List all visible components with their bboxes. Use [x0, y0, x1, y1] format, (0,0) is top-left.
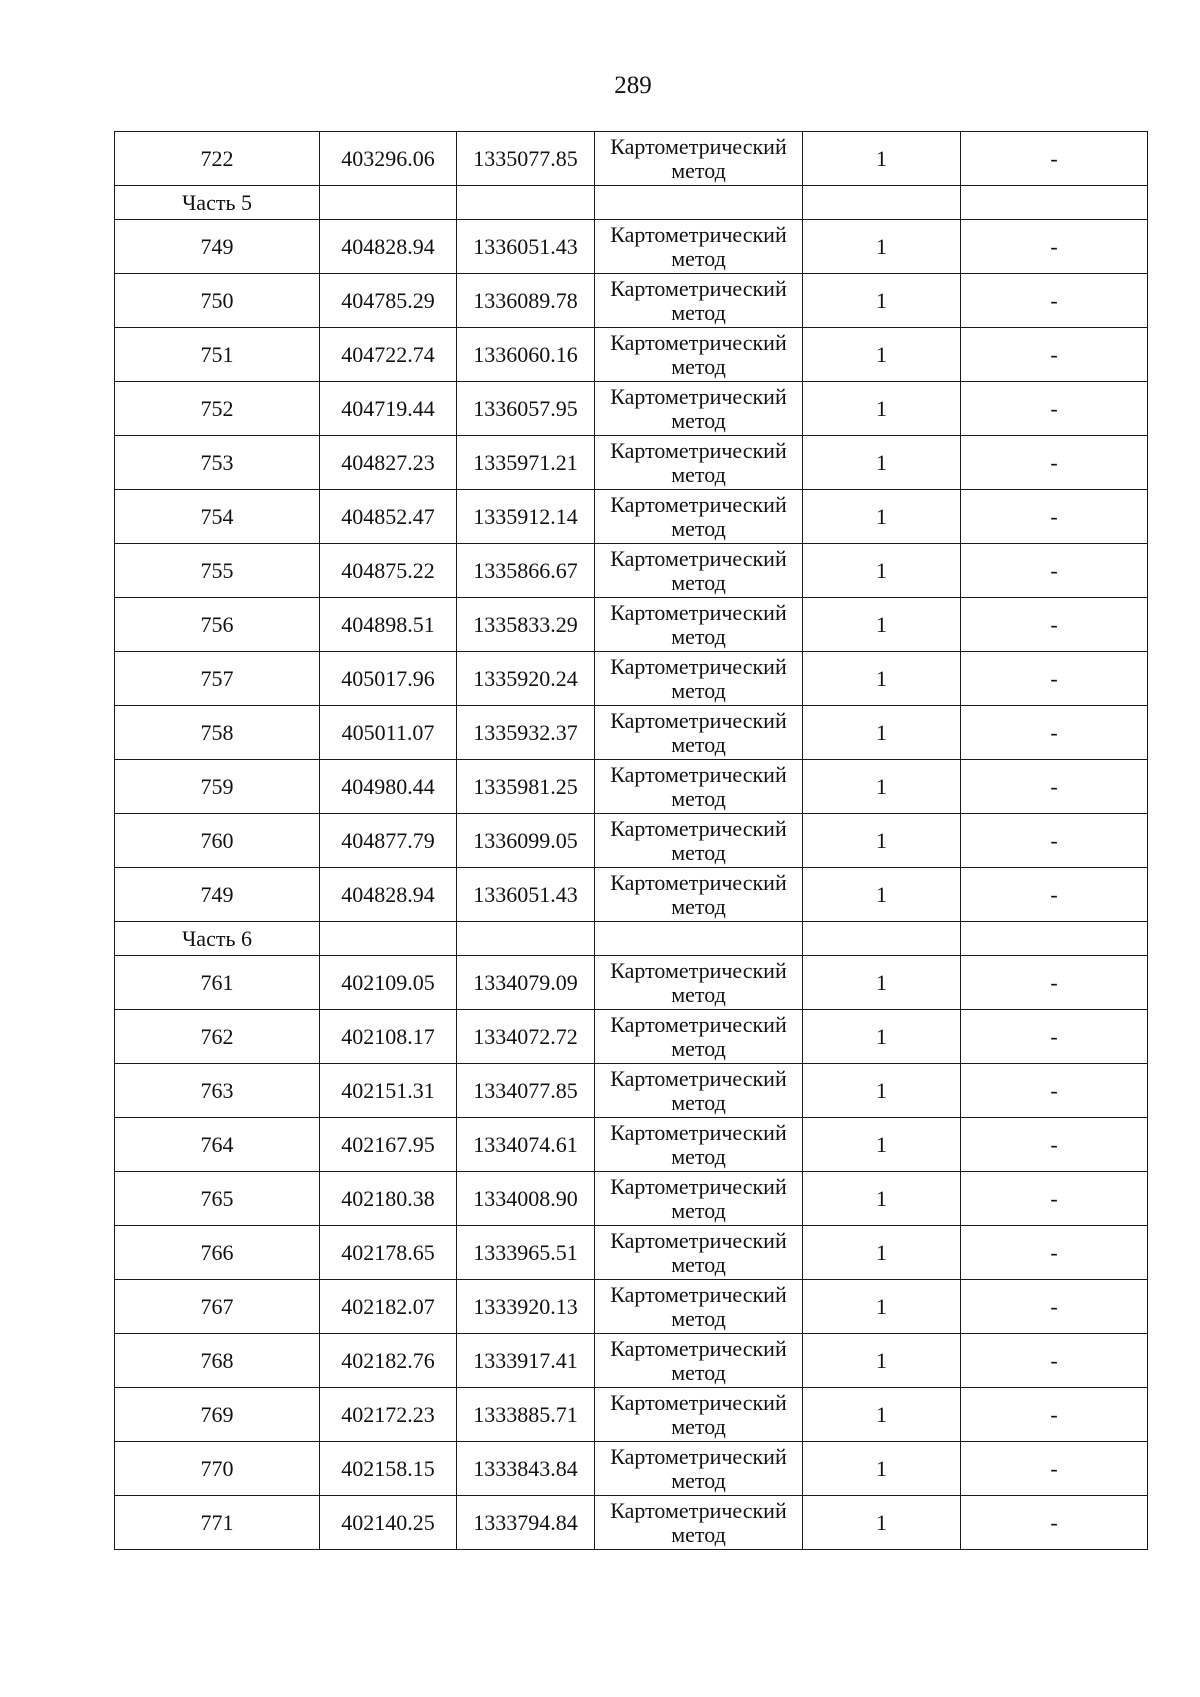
- method-line-1: Картометрический: [610, 133, 787, 159]
- note-cell: -: [961, 868, 1148, 922]
- accuracy-cell: 1: [803, 1442, 961, 1496]
- method-line-1: Картометрический: [610, 1281, 787, 1307]
- y-coordinate-cell: 1333843.84: [457, 1442, 595, 1496]
- part-header-row: [115, 922, 1148, 956]
- method-cell: [595, 490, 803, 544]
- point-row: [115, 1442, 1148, 1496]
- point-id-cell: 769: [115, 1388, 320, 1442]
- method-cell: [595, 544, 803, 598]
- method-line-1: Картометрический: [610, 1065, 787, 1091]
- method-line-1: Картометрический: [610, 1173, 787, 1199]
- method-line-2: метод: [671, 893, 726, 919]
- method-cell: [595, 328, 803, 382]
- point-row: [115, 132, 1148, 186]
- note-cell: -: [961, 706, 1148, 760]
- y-coordinate-cell: 1335833.29: [457, 598, 595, 652]
- method-line-1: Картометрический: [610, 491, 787, 517]
- method-line-1: Картометрический: [610, 599, 787, 625]
- method-line-2: метод: [671, 461, 726, 487]
- point-row: [115, 1064, 1148, 1118]
- point-row: [115, 220, 1148, 274]
- point-row: [115, 868, 1148, 922]
- accuracy-cell: 1: [803, 1118, 961, 1172]
- accuracy-cell: 1: [803, 382, 961, 436]
- x-coordinate-cell: 402108.17: [320, 1010, 457, 1064]
- point-row: [115, 274, 1148, 328]
- empty-cell: [961, 186, 1148, 220]
- point-id-cell: 751: [115, 328, 320, 382]
- method-cell: [595, 132, 803, 186]
- x-coordinate-cell: 404852.47: [320, 490, 457, 544]
- empty-cell: [803, 186, 961, 220]
- method-line-2: метод: [671, 1305, 726, 1331]
- accuracy-cell: 1: [803, 1226, 961, 1280]
- point-id-cell: 764: [115, 1118, 320, 1172]
- accuracy-cell: 1: [803, 490, 961, 544]
- point-id-cell: 758: [115, 706, 320, 760]
- note-cell: -: [961, 328, 1148, 382]
- method-line-2: метод: [671, 1089, 726, 1115]
- method-line-2: метод: [671, 353, 726, 379]
- method-cell: [595, 1334, 803, 1388]
- accuracy-cell: 1: [803, 760, 961, 814]
- point-id-cell: 761: [115, 956, 320, 1010]
- method-line-1: Картометрический: [610, 1011, 787, 1037]
- empty-cell: [457, 186, 595, 220]
- accuracy-cell: 1: [803, 1280, 961, 1334]
- note-cell: -: [961, 274, 1148, 328]
- y-coordinate-cell: 1336099.05: [457, 814, 595, 868]
- y-coordinate-cell: 1333885.71: [457, 1388, 595, 1442]
- method-line-2: метод: [671, 1521, 726, 1547]
- point-row: [115, 544, 1148, 598]
- point-id-cell: 768: [115, 1334, 320, 1388]
- method-line-2: метод: [671, 1251, 726, 1277]
- method-cell: [595, 1064, 803, 1118]
- method-line-2: метод: [671, 981, 726, 1007]
- empty-cell: [320, 922, 457, 956]
- note-cell: -: [961, 436, 1148, 490]
- point-row: [115, 706, 1148, 760]
- point-row: [115, 956, 1148, 1010]
- accuracy-cell: 1: [803, 328, 961, 382]
- method-line-2: метод: [671, 299, 726, 325]
- accuracy-cell: 1: [803, 868, 961, 922]
- coordinates-table-body: [115, 132, 1148, 1550]
- method-line-1: Картометрический: [610, 1227, 787, 1253]
- y-coordinate-cell: 1336051.43: [457, 220, 595, 274]
- note-cell: -: [961, 956, 1148, 1010]
- note-cell: -: [961, 1388, 1148, 1442]
- point-id-cell: 749: [115, 220, 320, 274]
- y-coordinate-cell: 1336089.78: [457, 274, 595, 328]
- method-cell: [595, 814, 803, 868]
- note-cell: -: [961, 1442, 1148, 1496]
- y-coordinate-cell: 1334074.61: [457, 1118, 595, 1172]
- point-id-cell: 759: [115, 760, 320, 814]
- point-row: [115, 1280, 1148, 1334]
- note-cell: -: [961, 652, 1148, 706]
- point-id-cell: 762: [115, 1010, 320, 1064]
- x-coordinate-cell: 405011.07: [320, 706, 457, 760]
- note-cell: -: [961, 1226, 1148, 1280]
- y-coordinate-cell: 1336051.43: [457, 868, 595, 922]
- method-line-2: метод: [671, 1197, 726, 1223]
- method-line-2: метод: [671, 677, 726, 703]
- method-cell: [595, 956, 803, 1010]
- x-coordinate-cell: 404828.94: [320, 868, 457, 922]
- point-id-cell: 755: [115, 544, 320, 598]
- point-id-cell: 770: [115, 1442, 320, 1496]
- method-line-2: метод: [671, 245, 726, 271]
- x-coordinate-cell: 404898.51: [320, 598, 457, 652]
- note-cell: -: [961, 598, 1148, 652]
- point-id-cell: 756: [115, 598, 320, 652]
- note-cell: -: [961, 382, 1148, 436]
- x-coordinate-cell: 404722.74: [320, 328, 457, 382]
- point-row: [115, 1172, 1148, 1226]
- y-coordinate-cell: 1335981.25: [457, 760, 595, 814]
- method-cell: [595, 1118, 803, 1172]
- note-cell: -: [961, 1010, 1148, 1064]
- accuracy-cell: 1: [803, 544, 961, 598]
- y-coordinate-cell: 1335866.67: [457, 544, 595, 598]
- x-coordinate-cell: 402172.23: [320, 1388, 457, 1442]
- method-line-2: метод: [671, 623, 726, 649]
- point-id-cell: 765: [115, 1172, 320, 1226]
- point-row: [115, 382, 1148, 436]
- x-coordinate-cell: 404719.44: [320, 382, 457, 436]
- point-id-cell: 754: [115, 490, 320, 544]
- method-line-1: Картометрический: [610, 329, 787, 355]
- method-cell: [595, 1496, 803, 1550]
- y-coordinate-cell: 1335077.85: [457, 132, 595, 186]
- note-cell: -: [961, 490, 1148, 544]
- accuracy-cell: 1: [803, 1010, 961, 1064]
- empty-cell: [961, 922, 1148, 956]
- point-row: [115, 490, 1148, 544]
- y-coordinate-cell: 1333794.84: [457, 1496, 595, 1550]
- method-line-2: метод: [671, 785, 726, 811]
- method-line-1: Картометрический: [610, 437, 787, 463]
- point-id-cell: 771: [115, 1496, 320, 1550]
- method-cell: [595, 1010, 803, 1064]
- method-line-1: Картометрический: [610, 275, 787, 301]
- method-cell: [595, 1280, 803, 1334]
- point-row: [115, 436, 1148, 490]
- method-line-2: метод: [671, 1413, 726, 1439]
- point-row: [115, 1334, 1148, 1388]
- y-coordinate-cell: 1334072.72: [457, 1010, 595, 1064]
- accuracy-cell: 1: [803, 956, 961, 1010]
- part-label: Часть 5: [115, 186, 320, 220]
- x-coordinate-cell: 403296.06: [320, 132, 457, 186]
- x-coordinate-cell: 402180.38: [320, 1172, 457, 1226]
- y-coordinate-cell: 1334077.85: [457, 1064, 595, 1118]
- x-coordinate-cell: 404877.79: [320, 814, 457, 868]
- method-cell: [595, 706, 803, 760]
- x-coordinate-cell: 405017.96: [320, 652, 457, 706]
- note-cell: -: [961, 544, 1148, 598]
- method-line-1: Картометрический: [610, 545, 787, 571]
- y-coordinate-cell: 1334079.09: [457, 956, 595, 1010]
- empty-cell: [457, 922, 595, 956]
- method-line-2: метод: [671, 1359, 726, 1385]
- x-coordinate-cell: 402182.07: [320, 1280, 457, 1334]
- point-row: [115, 1388, 1148, 1442]
- method-line-1: Картометрический: [610, 1389, 787, 1415]
- point-id-cell: 766: [115, 1226, 320, 1280]
- x-coordinate-cell: 402158.15: [320, 1442, 457, 1496]
- y-coordinate-cell: 1335912.14: [457, 490, 595, 544]
- y-coordinate-cell: 1333965.51: [457, 1226, 595, 1280]
- method-line-2: метод: [671, 1467, 726, 1493]
- method-line-1: Картометрический: [610, 383, 787, 409]
- note-cell: -: [961, 814, 1148, 868]
- method-line-2: метод: [671, 407, 726, 433]
- y-coordinate-cell: 1335920.24: [457, 652, 595, 706]
- empty-cell: [803, 922, 961, 956]
- part-header-row: [115, 186, 1148, 220]
- x-coordinate-cell: 404828.94: [320, 220, 457, 274]
- empty-cell: [595, 186, 803, 220]
- point-id-cell: 753: [115, 436, 320, 490]
- note-cell: -: [961, 1334, 1148, 1388]
- method-line-2: метод: [671, 515, 726, 541]
- method-cell: [595, 1388, 803, 1442]
- accuracy-cell: 1: [803, 274, 961, 328]
- x-coordinate-cell: 402178.65: [320, 1226, 457, 1280]
- point-row: [115, 1226, 1148, 1280]
- note-cell: -: [961, 1280, 1148, 1334]
- method-cell: [595, 598, 803, 652]
- method-cell: [595, 436, 803, 490]
- point-id-cell: 722: [115, 132, 320, 186]
- accuracy-cell: 1: [803, 436, 961, 490]
- accuracy-cell: 1: [803, 814, 961, 868]
- point-id-cell: 767: [115, 1280, 320, 1334]
- method-line-1: Картометрический: [610, 1119, 787, 1145]
- method-cell: [595, 868, 803, 922]
- y-coordinate-cell: 1334008.90: [457, 1172, 595, 1226]
- method-line-1: Картометрический: [610, 1497, 787, 1523]
- accuracy-cell: 1: [803, 1388, 961, 1442]
- method-line-1: Картометрический: [610, 707, 787, 733]
- note-cell: -: [961, 1064, 1148, 1118]
- point-id-cell: 760: [115, 814, 320, 868]
- x-coordinate-cell: 402151.31: [320, 1064, 457, 1118]
- point-row: [115, 814, 1148, 868]
- method-cell: [595, 274, 803, 328]
- point-row: [115, 760, 1148, 814]
- method-cell: [595, 1226, 803, 1280]
- y-coordinate-cell: 1333920.13: [457, 1280, 595, 1334]
- point-row: [115, 1496, 1148, 1550]
- method-cell: [595, 760, 803, 814]
- x-coordinate-cell: 402140.25: [320, 1496, 457, 1550]
- accuracy-cell: 1: [803, 1064, 961, 1118]
- method-cell: [595, 1442, 803, 1496]
- note-cell: -: [961, 1118, 1148, 1172]
- note-cell: -: [961, 220, 1148, 274]
- method-line-2: метод: [671, 731, 726, 757]
- point-id-cell: 750: [115, 274, 320, 328]
- method-cell: [595, 382, 803, 436]
- method-line-1: Картометрический: [610, 815, 787, 841]
- x-coordinate-cell: 404980.44: [320, 760, 457, 814]
- x-coordinate-cell: 402167.95: [320, 1118, 457, 1172]
- x-coordinate-cell: 402109.05: [320, 956, 457, 1010]
- accuracy-cell: 1: [803, 598, 961, 652]
- method-line-2: метод: [671, 157, 726, 183]
- method-line-1: Картометрический: [610, 761, 787, 787]
- method-cell: [595, 220, 803, 274]
- accuracy-cell: 1: [803, 1496, 961, 1550]
- method-line-2: метод: [671, 1035, 726, 1061]
- point-id-cell: 752: [115, 382, 320, 436]
- page-number: 289: [614, 72, 652, 99]
- accuracy-cell: 1: [803, 220, 961, 274]
- accuracy-cell: 1: [803, 1172, 961, 1226]
- y-coordinate-cell: 1335932.37: [457, 706, 595, 760]
- coordinates-table: [114, 131, 1148, 1550]
- empty-cell: [320, 186, 457, 220]
- note-cell: -: [961, 1496, 1148, 1550]
- part-label: Часть 6: [115, 922, 320, 956]
- method-line-2: метод: [671, 1143, 726, 1169]
- method-line-1: Картометрический: [610, 1443, 787, 1469]
- method-line-1: Картометрический: [610, 957, 787, 983]
- point-row: [115, 1118, 1148, 1172]
- x-coordinate-cell: 402182.76: [320, 1334, 457, 1388]
- method-line-2: метод: [671, 569, 726, 595]
- method-line-1: Картометрический: [610, 653, 787, 679]
- y-coordinate-cell: 1336057.95: [457, 382, 595, 436]
- method-cell: [595, 652, 803, 706]
- note-cell: -: [961, 132, 1148, 186]
- accuracy-cell: 1: [803, 1334, 961, 1388]
- accuracy-cell: 1: [803, 706, 961, 760]
- x-coordinate-cell: 404827.23: [320, 436, 457, 490]
- y-coordinate-cell: 1333917.41: [457, 1334, 595, 1388]
- point-id-cell: 757: [115, 652, 320, 706]
- method-line-1: Картометрический: [610, 1335, 787, 1361]
- point-id-cell: 749: [115, 868, 320, 922]
- accuracy-cell: 1: [803, 652, 961, 706]
- point-row: [115, 328, 1148, 382]
- point-row: [115, 652, 1148, 706]
- x-coordinate-cell: 404785.29: [320, 274, 457, 328]
- note-cell: -: [961, 1172, 1148, 1226]
- method-line-1: Картометрический: [610, 221, 787, 247]
- y-coordinate-cell: 1335971.21: [457, 436, 595, 490]
- point-row: [115, 1010, 1148, 1064]
- point-id-cell: 763: [115, 1064, 320, 1118]
- method-cell: [595, 1172, 803, 1226]
- point-row: [115, 598, 1148, 652]
- note-cell: -: [961, 760, 1148, 814]
- accuracy-cell: 1: [803, 132, 961, 186]
- y-coordinate-cell: 1336060.16: [457, 328, 595, 382]
- empty-cell: [595, 922, 803, 956]
- x-coordinate-cell: 404875.22: [320, 544, 457, 598]
- method-line-1: Картометрический: [610, 869, 787, 895]
- method-line-2: метод: [671, 839, 726, 865]
